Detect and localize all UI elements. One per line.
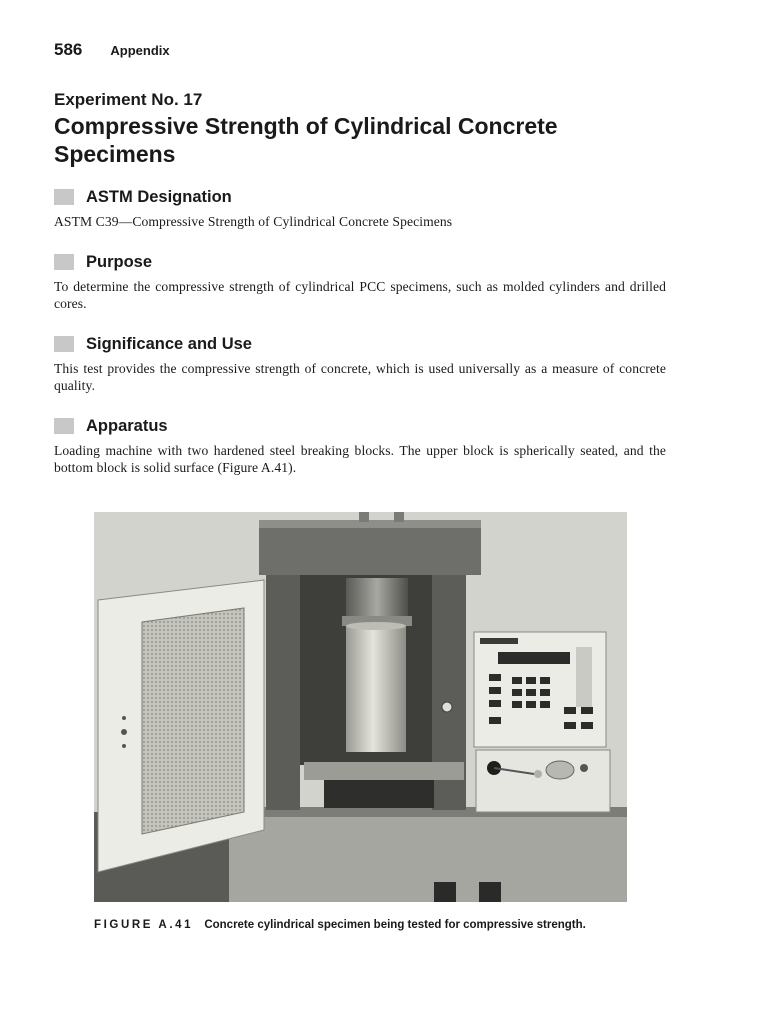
- section-apparatus: [54, 416, 666, 476]
- section-astm-designation: [54, 187, 666, 230]
- section-heading: Apparatus: [86, 416, 168, 435]
- section-marker: [54, 254, 74, 270]
- section-heading: ASTM Designation: [86, 187, 232, 206]
- section-significance-and-use: [54, 334, 666, 394]
- running-head-label: Appendix: [110, 43, 170, 58]
- section-body: This test provides the compressive strength of concrete, which is used universally as a measure of concrete quality.: [54, 361, 666, 393]
- page-number: 586: [54, 40, 83, 59]
- experiment-number: Experiment No. 17: [54, 90, 203, 109]
- section-marker: [54, 189, 74, 205]
- section-marker: [54, 418, 74, 434]
- section-purpose: [54, 252, 666, 312]
- section-heading: Significance and Use: [86, 334, 252, 353]
- figure-caption: [94, 919, 586, 931]
- running-head: [54, 40, 170, 60]
- figure-label: FIGURE A.41: [94, 919, 194, 931]
- figure-caption-text: Concrete cylindrical specimen being tested for compressive strength.: [204, 919, 586, 931]
- section-body: ASTM C39—Compressive Strength of Cylindrical Concrete Specimens: [54, 214, 453, 229]
- section-heading: Purpose: [86, 252, 153, 271]
- section-body: Loading machine with two hardened steel breaking blocks. The upper block is spherically seated, and the bottom block is solid surface (Figure A.41).: [54, 443, 666, 475]
- section-body: To determine the compressive strength of cylindrical PCC specimens, such as molded cylinders and drilled cores.: [54, 279, 666, 311]
- section-marker: [54, 336, 74, 352]
- experiment-title: Compressive Strength of Cylindrical Concrete Specimens: [54, 113, 558, 167]
- figure-photo-compression-machine: [94, 512, 627, 902]
